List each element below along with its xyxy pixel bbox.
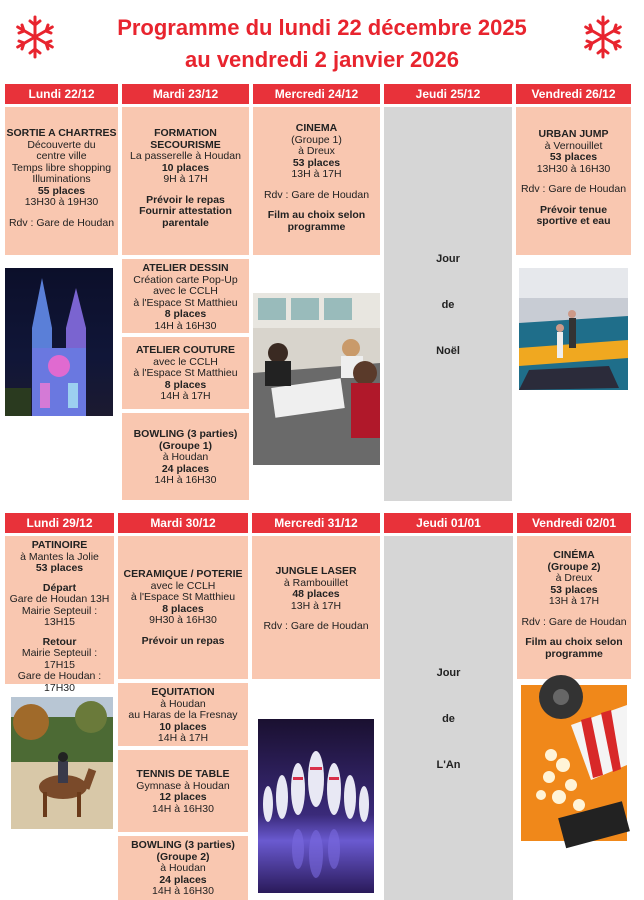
day-header: Mardi 30/12: [118, 513, 248, 533]
day-header: Lundi 22/12: [5, 84, 118, 104]
snowflake-icon: [12, 14, 58, 60]
activity-cinema-1: CINEMA (Groupe 1) à Dreux 53 places 13H à 17H Rdv : Gare de Houdan Film au choix selon programme: [253, 107, 380, 255]
activity-chartres: SORTIE A CHARTRES Découverte du centre ville Temps libre shopping Illuminations 55 places 13H30 à 19H30 Rdv : Gare de Houdan: [5, 107, 118, 255]
day-header: Jeudi 25/12: [384, 84, 512, 104]
day-header: Vendredi 02/01: [517, 513, 631, 533]
day-header: Jeudi 01/01: [384, 513, 513, 533]
horse-riding-photo: [11, 697, 113, 829]
activity-secourisme: FORMATION SECOURISME La passerelle à Houdan 10 places 9H à 17H Prévoir le repas Fournir attestation parentale: [122, 107, 249, 255]
activity-atelier-couture: ATELIER COUTURE avec le CCLH à l'Espace St Matthieu 8 places 14H à 17H: [122, 337, 249, 409]
day-header: Mercredi 31/12: [252, 513, 380, 533]
popcorn-photo: [521, 685, 627, 841]
page-title: Programme du lundi 22 décembre 2025 au vendredi 2 janvier 2026: [117, 15, 527, 72]
day-header: Lundi 29/12: [5, 513, 114, 533]
activity-tennis-de-table: TENNIS DE TABLE Gymnase à Houdan 12 places 14H à 16H30: [118, 750, 248, 832]
activity-bowling-1: BOWLING (3 parties) (Groupe 1) à Houdan 24 places 14H à 16H30: [122, 413, 249, 500]
activity-cinema-2: CINÉMA (Groupe 2) à Dreux 53 places 13H à 17H Rdv : Gare de Houdan Film au choix selon programme: [517, 536, 631, 679]
day-header: Vendredi 26/12: [516, 84, 631, 104]
chartres-cathedral-photo: [5, 268, 113, 416]
activity-jungle-laser: JUNGLE LASER à Rambouillet 48 places 13H à 17H Rdv : Gare de Houdan: [252, 536, 380, 679]
drawing-workshop-photo: [253, 293, 380, 465]
holiday-an: Jour de L'An: [384, 536, 513, 900]
activity-urban-jump: URBAN JUMP à Vernouillet 53 places 13H30 à 16H30 Rdv : Gare de Houdan Prévoir tenue sportive et eau: [516, 107, 631, 255]
activity-equitation: EQUITATION à Houdan au Haras de la Fresnay 10 places 14H à 17H: [118, 683, 248, 746]
day-header: Mercredi 24/12: [253, 84, 380, 104]
holiday-noel: Jour de Noël: [384, 107, 512, 501]
day-header: Mardi 23/12: [122, 84, 249, 104]
activity-patinoire: PATINOIRE à Mantes la Jolie 53 places Départ Gare de Houdan 13H Mairie Septeuil : 13H15 Retour Mairie Septeuil : 17H15 Gare de Houdan : 17H30: [5, 536, 114, 684]
activity-ceramique: CERAMIQUE / POTERIE avec le CCLH à l'Espace St Matthieu 8 places 9H30 à 16H30 Prévoir un repas: [118, 536, 248, 679]
activity-bowling-2: BOWLING (3 parties) (Groupe 2) à Houdan 24 places 14H à 16H30: [118, 836, 248, 900]
snowflake-icon: [580, 14, 626, 60]
bowling-pins-photo: [258, 719, 374, 893]
activity-atelier-dessin: ATELIER DESSIN Création carte Pop-Up avec le CCLH à l'Espace St Matthieu 8 places 14H à 16H30: [122, 259, 249, 333]
trampoline-park-photo: [519, 268, 628, 390]
